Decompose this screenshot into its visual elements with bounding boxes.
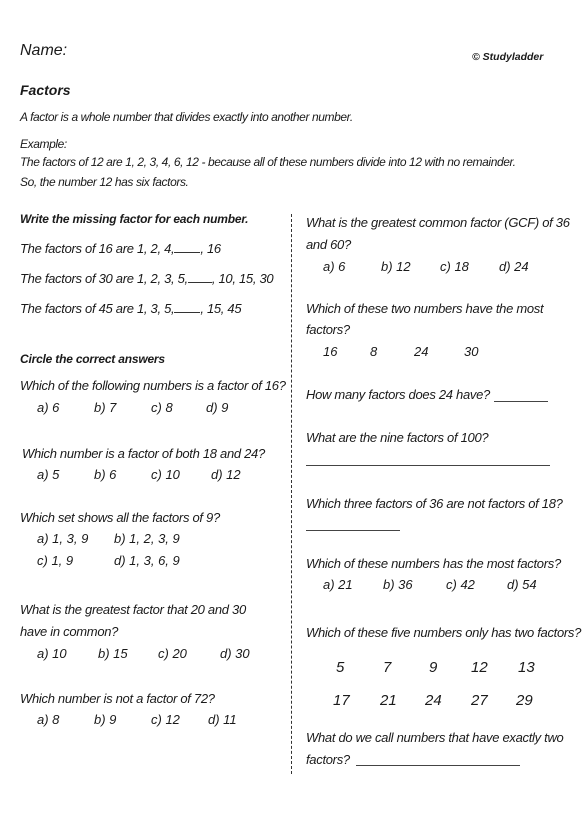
left-q4-option-c[interactable]: c) 20 [158,646,187,661]
factor-count-answer-line[interactable] [494,401,548,402]
missing-factor-30 [20,271,273,286]
left-q2-option-d[interactable]: d) 12 [211,467,241,482]
left-question-4-line-1: What is the greatest factor that 20 and 30 [20,602,246,617]
number-choice[interactable]: 9 [429,659,438,676]
number-choice[interactable]: 5 [336,659,345,676]
right-q2-option-30[interactable]: 30 [464,344,479,359]
missing-factor-16-text: The factors of 16 are 1, 2, 4, [20,241,175,256]
number-choice[interactable]: 21 [380,692,397,709]
left-q5-option-c[interactable]: c) 12 [151,712,180,727]
missing-factor-30-end: , 10, 15, 30 [211,271,274,286]
right-question-8-line-1: What do we call numbers that have exactly two [306,730,564,745]
right-question-1-line-2: and 60? [306,237,351,252]
name-label: Name: [20,42,68,59]
number-choice[interactable]: 13 [518,659,535,676]
copyright-notice: © Studyladder [472,51,544,63]
missing-factor-45-text: The factors of 45 are 1, 3, 5, [20,301,175,316]
left-q2-option-b[interactable]: b) 6 [94,467,117,482]
number-choice[interactable]: 17 [333,692,350,709]
right-q1-option-b[interactable]: b) 12 [381,259,411,274]
left-question-1: Which of the following numbers is a factor of 16? [20,378,286,393]
example-label: Example: [20,137,67,151]
missing-factor-45-end: , 15, 45 [200,301,242,316]
right-q1-option-c[interactable]: c) 18 [440,259,469,274]
missing-factor-16-blank[interactable] [174,251,200,253]
right-q2-option-24[interactable]: 24 [414,344,429,359]
right-question-2-line-1: Which of these two numbers have the most [306,301,544,316]
missing-factor-30-blank[interactable] [188,281,212,283]
left-question-5: Which number is not a factor of 72? [20,691,215,706]
factors-36-answer-line[interactable] [306,530,400,531]
right-question-4: What are the nine factors of 100? [306,430,489,445]
circle-answers-heading: Circle the correct answers [20,352,165,366]
definition-text: A factor is a whole number that divides exactly into another number. [20,110,353,124]
left-q5-option-a[interactable]: a) 8 [37,712,60,727]
number-choice[interactable]: 27 [471,692,488,709]
left-q2-option-c[interactable]: c) 10 [151,467,180,482]
left-q3-option-d[interactable]: d) 1, 3, 6, 9 [114,553,180,568]
example-line-1: The factors of 12 are 1, 2, 3, 4, 6, 12 - because all of these numbers divide into 12 with no remainder. [20,155,516,169]
left-question-2: Which number is a factor of both 18 and 24? [22,446,265,461]
left-q1-option-c[interactable]: c) 8 [151,400,173,415]
left-question-4-line-2: have in common? [20,624,119,639]
right-question-7: Which of these five numbers only has two factors? [306,625,582,640]
right-q1-option-d[interactable]: d) 24 [499,259,529,274]
left-q4-option-a[interactable]: a) 10 [37,646,67,661]
right-question-6: Which of these numbers has the most factors? [306,556,561,571]
left-q1-option-a[interactable]: a) 6 [37,400,60,415]
right-question-3: How many factors does 24 have? [306,387,490,402]
right-question-5: Which three factors of 36 are not factors of 18? [306,496,563,511]
missing-factor-16 [20,241,221,256]
left-question-3: Which set shows all the factors of 9? [20,510,220,525]
example-line-2: So, the number 12 has six factors. [20,175,189,189]
left-q3-option-a[interactable]: a) 1, 3, 9 [37,531,89,546]
page-title: Factors [20,82,71,98]
missing-factor-45-blank[interactable] [174,311,200,313]
missing-factor-45 [20,301,241,316]
number-choice[interactable]: 7 [383,659,392,676]
number-choice[interactable]: 29 [516,692,533,709]
left-q2-option-a[interactable]: a) 5 [37,467,60,482]
left-q1-option-d[interactable]: d) 9 [206,400,229,415]
right-q6-option-b[interactable]: b) 36 [383,577,413,592]
left-q5-option-d[interactable]: d) 11 [208,712,237,727]
left-q3-option-c[interactable]: c) 1, 9 [37,553,74,568]
left-q1-option-b[interactable]: b) 7 [94,400,117,415]
missing-factor-30-text: The factors of 30 are 1, 2, 3, 5, [20,271,188,286]
left-q4-option-d[interactable]: d) 30 [220,646,250,661]
right-question-8-line-2: factors? [306,752,350,767]
missing-factor-heading: Write the missing factor for each number. [20,212,249,226]
left-q3-option-b[interactable]: b) 1, 2, 3, 9 [114,531,180,546]
left-q5-option-b[interactable]: b) 9 [94,712,117,727]
right-q6-option-d[interactable]: d) 54 [507,577,537,592]
left-q4-option-b[interactable]: b) 15 [98,646,128,661]
right-q1-option-a[interactable]: a) 6 [323,259,346,274]
number-choice[interactable]: 24 [425,692,442,709]
column-divider [291,214,292,774]
missing-factor-16-end: , 16 [200,241,221,256]
right-q2-option-8[interactable]: 8 [370,344,378,359]
right-q2-option-16[interactable]: 16 [323,344,338,359]
right-q6-option-a[interactable]: a) 21 [323,577,353,592]
number-choice[interactable]: 12 [471,659,488,676]
right-q6-option-c[interactable]: c) 42 [446,577,475,592]
right-question-1-line-1: What is the greatest common factor (GCF) of 36 [306,215,570,230]
factors-of-100-answer-line[interactable] [306,465,550,466]
two-factors-answer-line[interactable] [356,765,520,766]
right-question-2-line-2: factors? [306,322,350,337]
